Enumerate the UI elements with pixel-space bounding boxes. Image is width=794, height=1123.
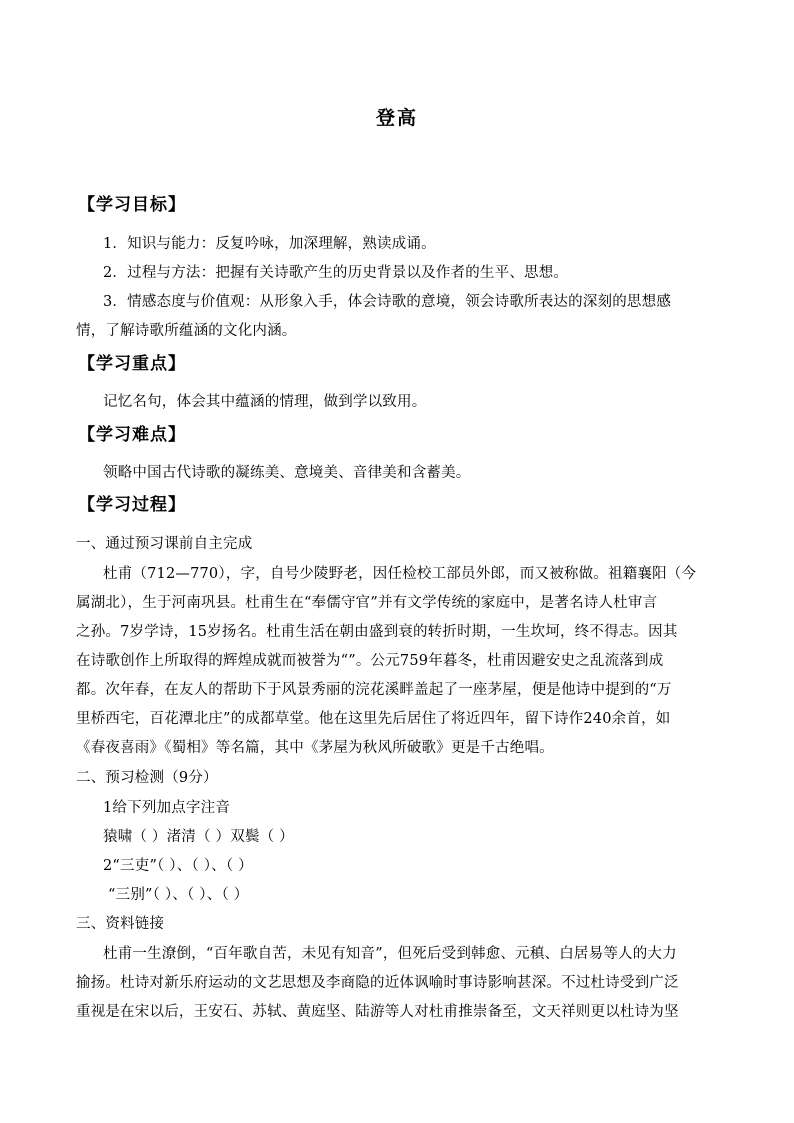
difficulties-text: 领略中国古代诗歌的凝练美、意境美、音律美和含蓄美。: [103, 465, 471, 481]
part2-question-1: 1给下列加点字注音: [103, 800, 231, 816]
page-title: 登高: [375, 107, 418, 129]
part1-line: 《春夜喜雨》《蜀相》等名篇，其中《茅屋为秋风所破歌》更是千古绝唱。: [76, 740, 554, 756]
part1-line: 在诗歌创作上所取得的辉煌成就而被誉为“”。公元759年暮冬，杜甫因避安史之乱流落到成: [76, 653, 664, 669]
part1-line: 之孙。7岁学诗，15岁扬名。杜甫生活在朝由盛到衰的转折时期，一生坎坷，终不得志。因其: [76, 624, 678, 640]
part3-heading: 三、资料链接: [76, 916, 165, 932]
part2-question-1-items: 猿啸（ ）渚清（ ）双鬓（ ）: [103, 829, 294, 845]
goal-3-line-1: 3．情感态度与价值观：从形象入手，体会诗歌的意境，领会诗歌所表达的深刻的思想感: [103, 294, 672, 310]
part1-line: 属湖北），生于河南巩县。杜甫生在“奉儒守官”并有文学传统的家庭中，是著名诗人杜审言: [76, 595, 658, 611]
goal-1: 1．知识与能力：反复吟咏，加深理解，熟读成诵。: [103, 236, 436, 252]
section-heading-process: 【学习过程】: [78, 495, 186, 515]
part1-line: 杜甫（712—770），字，自号少陵野老，因任检校工部员外郎，而又被称做。祖籍襄阳（今: [103, 566, 697, 582]
part2-question-2-line-1: 2“三吏”（ ）、（ ）、（ ）: [103, 858, 253, 874]
part3-line: 重视是在宋以后，王安石、苏轼、黄庭坚、陆游等人对杜甫推崇备至，文天祥则更以杜诗为坚: [76, 1004, 679, 1020]
part1-line: 里桥西宅，百花潭北庄”的成都草堂。他在这里先后居住了将近四年，留下诗作240余首，如: [76, 711, 671, 727]
section-heading-key-points: 【学习重点】: [78, 354, 186, 374]
part2-heading: 二、预习检测（9分）: [76, 770, 218, 786]
goal-3-line-2: 情，了解诗歌所蕴涵的文化内涵。: [76, 323, 297, 339]
key-points-text: 记忆名句，体会其中蕴涵的情理，做到学以致用。: [103, 394, 427, 410]
section-heading-goals: 【学习目标】: [78, 195, 186, 215]
part2-question-2-line-2: “三别”（ ）、（ ）、（ ）: [108, 887, 249, 903]
part1-line: 都。次年春，在友人的帮助下于风景秀丽的浣花溪畔盖起了一座茅屋，便是他诗中提到的“万: [76, 682, 672, 698]
section-heading-difficulties: 【学习难点】: [78, 425, 186, 445]
part3-line: 揄扬。杜诗对新乐府运动的文艺思想及李商隐的近体讽喻时事诗影响甚深。不过杜诗受到广泛: [76, 975, 679, 991]
part1-heading: 一、通过预习课前自主完成: [76, 536, 253, 552]
part3-line: 杜甫一生潦倒，“百年歌自苦，未见有知音”，但死后受到韩愈、元稹、白居易等人的大力: [103, 946, 677, 962]
goal-2: 2．过程与方法：把握有关诗歌产生的历史背景以及作者的生平、思想。: [103, 265, 569, 281]
